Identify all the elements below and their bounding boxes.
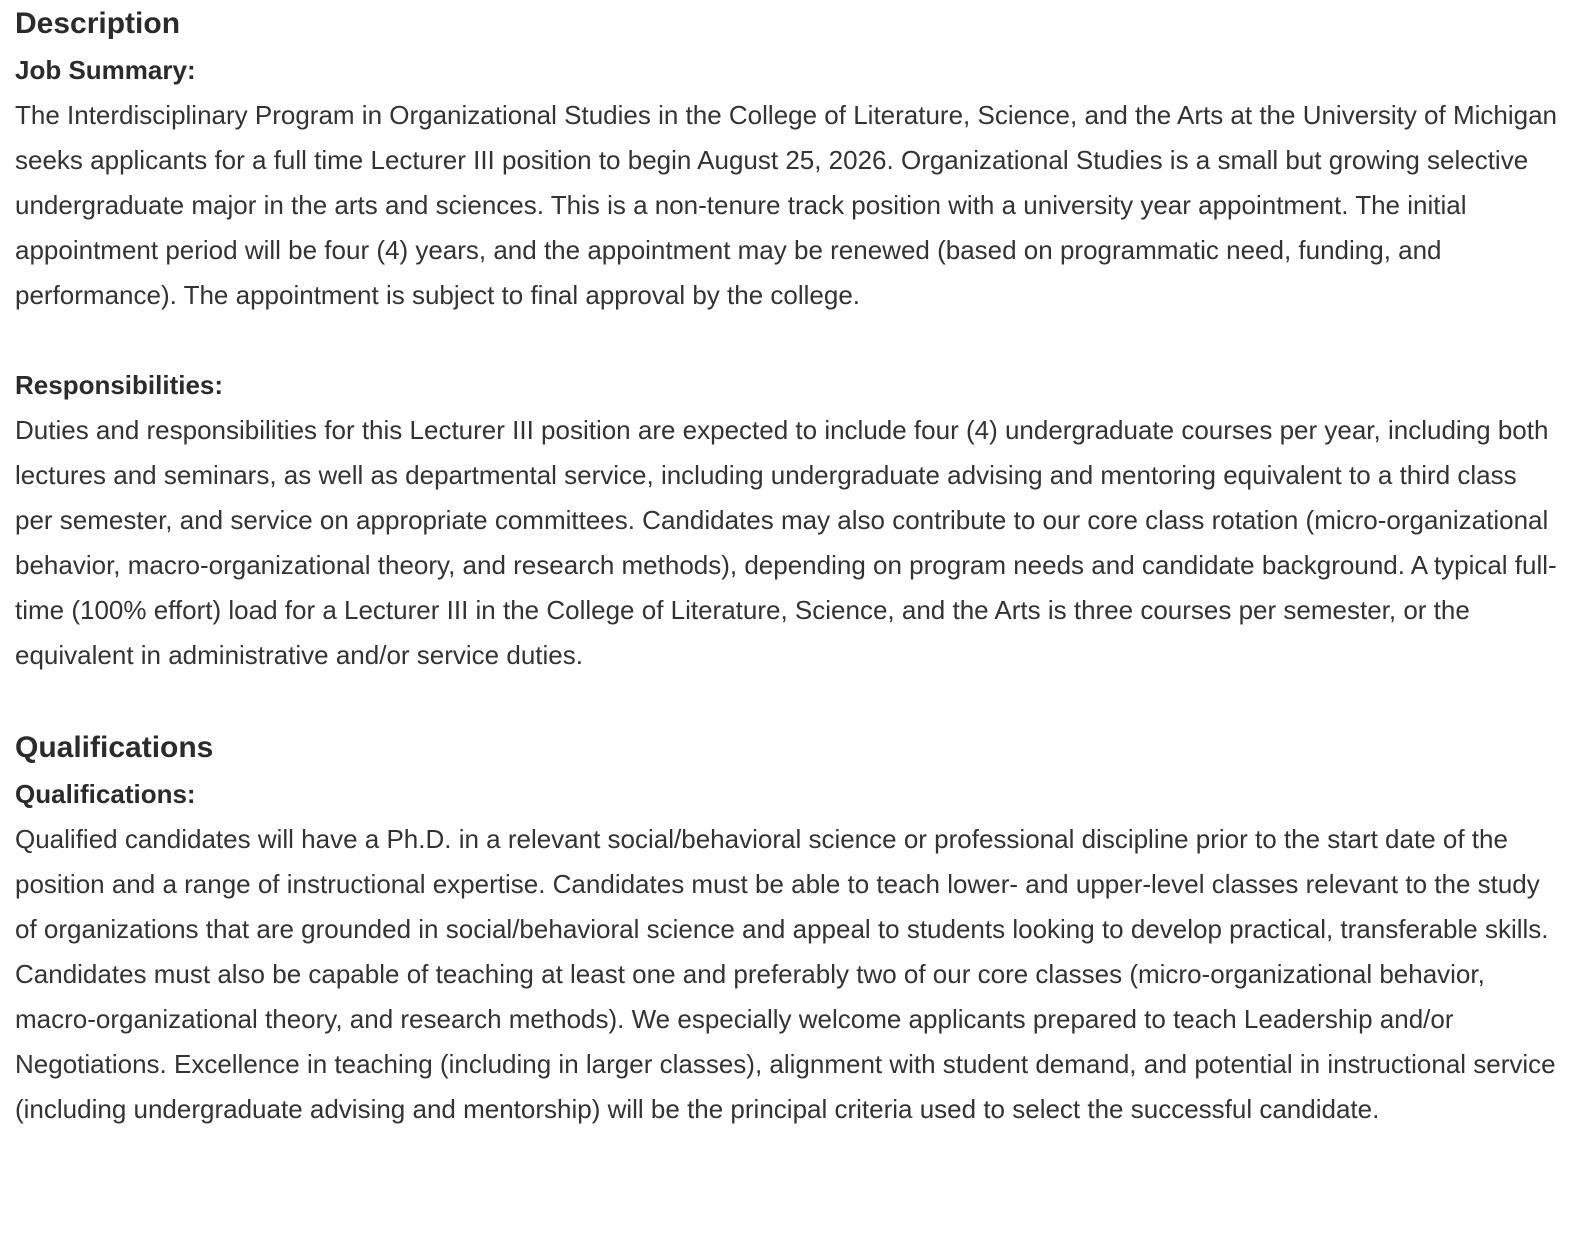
qualifications-text: Qualified candidates will have a Ph.D. in a relevant social/behavioral science or professional discipline prior to the start date of the position and a range of instructional expertise. Candidates must be able to teach lower- and upper-level classes relevant to the study of organizations that are grounded in social/behavioral science and appeal to students looking to develop practical, transferable skills. Candidates must also be capable of teaching at least one and preferably two of our core classes (micro-organizational behavior, macro-organizational theory, and research methods). We especially welcome applicants prepared to teach Leadership and/or Negotiations. Excellence in teaching (including in larger classes), alignment with student demand, and potential in instructional service (including undergraduate advising and mentorship) will be the principal criteria used to select the successful candidate. bbox=[15, 824, 1556, 1124]
responsibilities-label: Responsibilities: bbox=[15, 370, 224, 400]
description-heading: Description bbox=[15, 7, 181, 40]
responsibilities-text: Duties and responsibilities for this Lecturer III position are expected to include four (4) undergraduate courses per year, including both lectures and seminars, as well as departmental service, including undergraduate advising and mentoring equivalent to a third class per semester, and service on appropriate committees. Candidates may also contribute to our core class rotation (micro-organizational behavior, macro-organizational theory, and research methods), depending on program needs and candidate background. A typical full-time (100% effort) load for a Lecturer III in the College of Literature, Science, and the Arts is three courses per semester, or the equivalent in administrative and/or service duties. bbox=[15, 415, 1557, 670]
qualifications-label: Qualifications: bbox=[15, 779, 196, 809]
job-summary-text: The Interdisciplinary Program in Organizational Studies in the College of Literature, Science, and the Arts at the University of Michigan seeks applicants for a full time Lecturer III position to begin August 25, 2026. Organizational Studies is a small but growing selective undergraduate major in the arts and sciences. This is a non-tenure track position with a university year appointment. The initial appointment period will be four (4) years, and the appointment may be renewed (based on programmatic need, funding, and performance). The appointment is subject to final approval by the college. bbox=[15, 100, 1558, 310]
job-summary-label: Job Summary: bbox=[15, 55, 196, 85]
qualifications-heading: Qualifications bbox=[15, 731, 214, 764]
